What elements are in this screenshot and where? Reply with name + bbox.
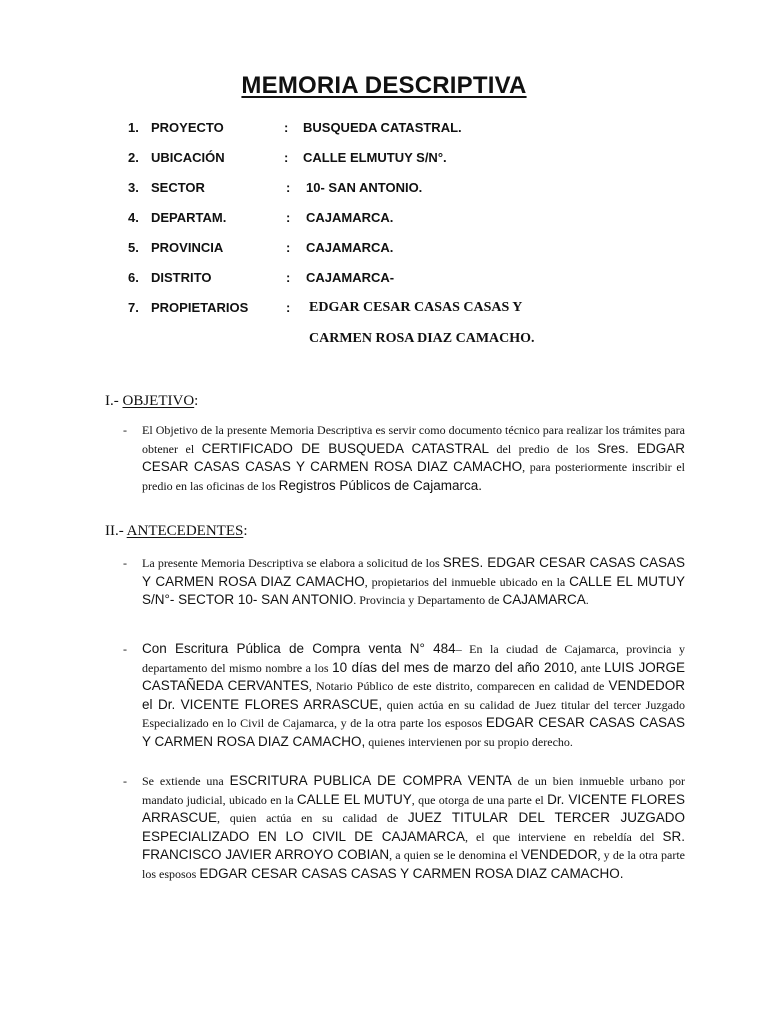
field-colon: :	[286, 180, 291, 195]
section-prefix: I.-	[105, 393, 123, 409]
text-run: . Provincia y Departamento de	[353, 593, 503, 607]
text-run-emphasis: CALLE EL MUTUY S/N°- SECTOR 10- SAN ANTONIO	[142, 573, 685, 607]
field-number: 6.	[128, 270, 139, 285]
text-run-emphasis: Dr. VICENTE FLORES ARRASCUE	[142, 791, 686, 825]
field-number: 2.	[128, 150, 139, 165]
text-run: , a quien se le denomina el	[389, 848, 521, 862]
text-run-emphasis: VENDEDOR	[520, 847, 598, 862]
text-run: del predio de los	[489, 441, 598, 456]
text-run: Se extiende una	[142, 774, 230, 788]
text-run-emphasis: CALLE EL MUTUY	[296, 791, 412, 807]
text-run: , que otorga de una parte el	[411, 792, 548, 807]
field-number: 3.	[128, 180, 139, 195]
paragraph-antecedentes-1	[142, 554, 685, 610]
field-colon: :	[286, 210, 291, 225]
field-value: CAJAMARCA-	[306, 270, 395, 285]
field-label: PROPIETARIOS	[151, 300, 249, 315]
section-suffix: :	[243, 523, 248, 539]
text-run: quienes intervienen por su propio derecho.	[365, 734, 573, 749]
field-label: PROVINCIA	[151, 240, 224, 255]
section-heading-antecedentes	[105, 521, 248, 541]
field-number: 7.	[128, 300, 139, 315]
field-propietarios	[0, 297, 768, 319]
text-run: , Notario Público de este distrito, comparecen en calidad de	[308, 679, 609, 693]
text-run: , ante	[573, 660, 605, 675]
text-run: de un bien inmueble urbano por mandato judicial, ubicado en la	[142, 774, 685, 807]
paragraph-antecedentes-3	[142, 772, 685, 883]
text-run: La presente Memoria Descriptiva se elabora a solicitud de los	[142, 556, 443, 570]
bullet-mark: -	[123, 642, 127, 656]
paragraph-objetivo	[142, 421, 685, 495]
text-run-emphasis: Registros Públicos de Cajamarca.	[278, 477, 482, 493]
text-run: , el que interviene en rebeldía del	[465, 829, 663, 844]
owner-line-2: CARMEN ROSA DIAZ CAMACHO.	[309, 331, 535, 346]
field-value: 10- SAN ANTONIO.	[306, 180, 423, 195]
field-number: 1.	[128, 120, 139, 135]
text-run-emphasis: SR. FRANCISCO JAVIER ARROYO COBIAN	[142, 828, 685, 862]
field-colon: :	[286, 300, 291, 315]
text-run-emphasis: ESCRITURA PUBLICA DE COMPRA VENTA	[229, 773, 512, 788]
text-run-emphasis: CAJAMARCA	[502, 592, 586, 607]
field-value: BUSQUEDA CATASTRAL.	[303, 120, 462, 135]
field-number: 4.	[128, 210, 139, 225]
text-run: , y de la otra parte los esposos	[142, 848, 686, 881]
text-run: , para posteriormente inscribir el predio en las oficinas de los	[142, 460, 685, 493]
text-run: – En la ciudad de Cajamarca, provincia y departamento del mismo nombre a los	[142, 642, 685, 675]
field-value: EDGAR CESAR CASAS CASAS Y	[309, 300, 523, 315]
section-heading-text: OBJETIVO	[122, 393, 195, 409]
paragraph-antecedentes-2	[142, 640, 685, 751]
field-colon: :	[286, 270, 291, 285]
text-run-emphasis: VENDEDOR el Dr. VICENTE FLORES ARRASCUE,	[142, 678, 685, 712]
field-label: SECTOR	[151, 180, 205, 195]
field-colon: :	[286, 240, 291, 255]
text-run-emphasis: Con Escritura Pública de Compra venta N° 484	[142, 641, 456, 656]
text-run-emphasis: EDGAR CESAR CASAS CASAS Y CARMEN ROSA DIAZ CAMACHO,	[142, 715, 686, 749]
section-prefix: II.-	[105, 523, 127, 539]
field-label: PROYECTO	[151, 120, 224, 135]
field-number: 5.	[128, 240, 139, 255]
field-ubicacion	[0, 147, 768, 169]
field-value: CALLE ELMUTUY S/N°.	[303, 150, 447, 165]
page-title-text: MEMORIA DESCRIPTIVA	[241, 72, 527, 99]
page-title	[0, 72, 768, 100]
text-run: quien actúa en su calidad de Juez titular del tercer Juzgado Especializado en lo Civil de Cajamarca, y de la otra parte los esposos	[142, 697, 685, 730]
bullet-mark: -	[123, 423, 127, 437]
field-label: DEPARTAM.	[151, 210, 227, 225]
field-proyecto	[0, 117, 768, 139]
text-run-emphasis: CERTIFICADO DE BUSQUEDA CATASTRAL	[201, 440, 489, 456]
field-provincia	[0, 237, 768, 259]
field-value: CAJAMARCA.	[306, 240, 394, 255]
bullet-mark: -	[123, 556, 127, 570]
section-heading-objetivo	[105, 391, 198, 411]
text-run: , propietarios del inmueble ubicado en la	[364, 574, 570, 589]
text-run-emphasis: EDGAR CESAR CASAS CASAS Y CARMEN ROSA DIAZ CAMACHO.	[199, 865, 624, 881]
field-label: UBICACIÓN	[151, 150, 225, 165]
text-run: , quien actúa en su calidad de	[217, 811, 408, 825]
text-run-emphasis: LUIS JORGE CASTAÑEDA CERVANTES	[142, 659, 685, 693]
field-colon: :	[284, 120, 289, 135]
section-heading-text: ANTECEDENTES	[126, 523, 244, 539]
field-distrito	[0, 267, 768, 289]
text-run-emphasis: Sres. EDGAR CESAR CASAS CASAS Y CARMEN ROSA DIAZ CAMACHO	[142, 440, 685, 474]
text-run: .	[585, 593, 589, 607]
bullet-mark: -	[123, 774, 127, 788]
field-label: DISTRITO	[151, 270, 212, 285]
text-run-emphasis: 10 días del mes de marzo del año 2010	[332, 659, 574, 675]
text-run-emphasis: SRES. EDGAR CESAR CASAS CASAS Y CARMEN ROSA DIAZ CAMACHO	[142, 555, 685, 589]
section-suffix: :	[194, 393, 199, 409]
field-departamento	[0, 207, 768, 229]
field-value: CAJAMARCA.	[306, 210, 394, 225]
text-run: El Objetivo de la presente Memoria Descriptiva es servir como documento técnico para realizar los trámites para obtener el	[142, 423, 685, 456]
field-sector	[0, 177, 768, 199]
text-run-emphasis: JUEZ TITULAR DEL TERCER JUZGADO ESPECIALIZADO EN LO CIVIL DE CAJAMARCA	[142, 810, 685, 844]
field-colon: :	[284, 150, 289, 165]
